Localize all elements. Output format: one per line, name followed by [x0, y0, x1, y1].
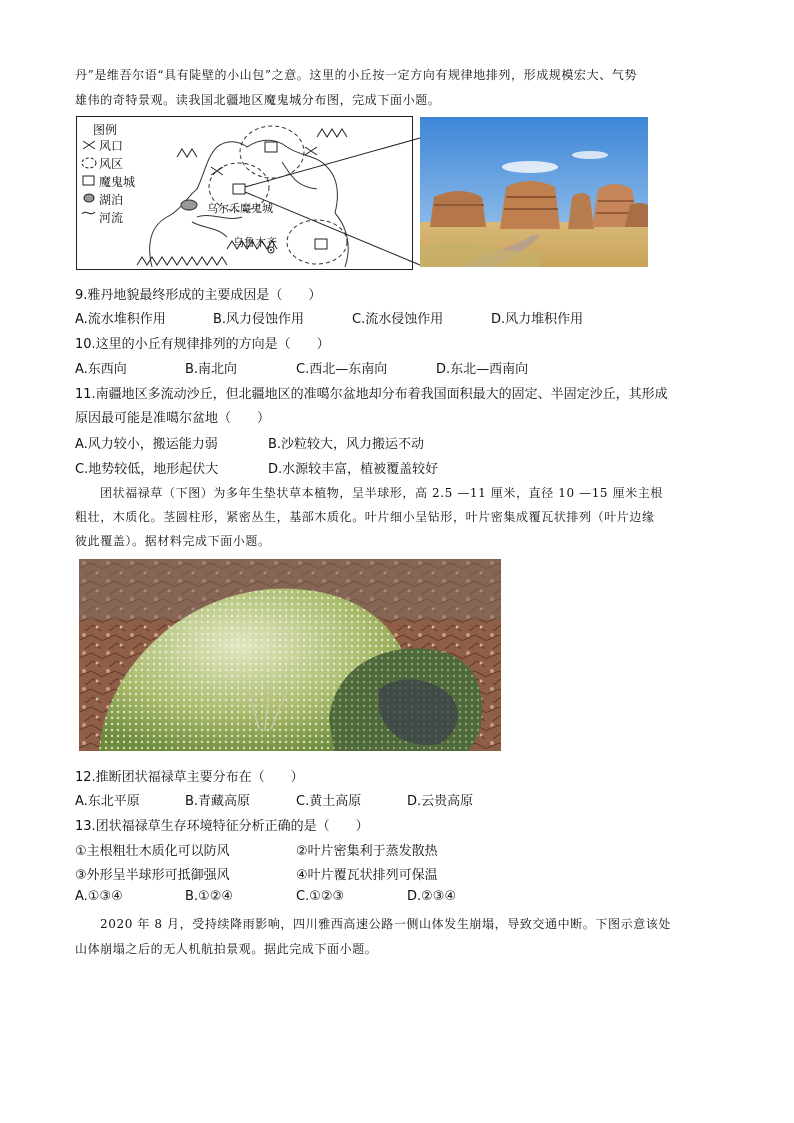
question-10-stem: 10.这里的小丘有规律排列的方向是（ ）	[75, 337, 330, 352]
question-11-stem-cont: 原因最可能是准噶尔盆地（ ）	[75, 411, 271, 426]
q11-option-a: A.风力较小，搬运能力弱	[75, 437, 218, 452]
intro-text-line: 彼此覆盖）。据材料完成下面小题。	[75, 534, 271, 548]
q10-option-b: B.南北向	[185, 362, 238, 377]
q9-option-b: B.风力侵蚀作用	[213, 312, 305, 327]
question-12-stem: 12.推断团状福禄草主要分布在（ ）	[75, 770, 304, 785]
q9-option-d: D.风力堆积作用	[491, 312, 584, 327]
q12-option-a: A.东北平原	[75, 794, 140, 809]
q9-option-a: A.流水堆积作用	[75, 312, 166, 327]
q13-statement-3: ③外形呈半球形可抵御强风	[75, 868, 230, 883]
legend-lake: 湖泊	[99, 193, 124, 207]
q13-option-a: A.①③④	[75, 889, 123, 904]
legend-river: 河流	[99, 211, 124, 225]
label-urumqi: 乌鲁木齐	[233, 236, 277, 249]
question-11-stem: 11.南疆地区多流动沙丘，但北疆地区的准噶尔盆地却分布着我国面积最大的固定、半固定沙丘，其形成	[75, 387, 668, 402]
q13-option-b: B.①②④	[185, 889, 234, 904]
q13-statement-1: ①主根粗壮木质化可以防风	[75, 844, 230, 859]
intro-text-line: 雄伟的奇特景观。读我国北疆地区魔鬼城分布图，完成下面小题。	[75, 93, 441, 107]
legend-wind-gap: 风口	[99, 139, 124, 153]
intro-text-line: 2020 年 8 月，受持续降雨影响，四川雅西高速公路一侧山体发生崩塌，导致交通中断。下图示意该处	[100, 917, 672, 931]
q12-option-c: C.黄土高原	[296, 794, 362, 809]
q11-option-d: D.水源较丰富，植被覆盖较好	[268, 462, 439, 477]
q13-statement-4: ④叶片覆瓦状排列可保温	[296, 868, 438, 883]
q13-option-c: C.①②③	[296, 889, 345, 904]
question-9-stem: 9.雅丹地貌最终形成的主要成因是（ ）	[75, 288, 322, 303]
q11-option-c: C.地势较低，地形起伏大	[75, 462, 219, 477]
q12-option-d: D.云贵高原	[407, 794, 474, 809]
legend-wind-zone: 风区	[99, 157, 124, 171]
intro-text-line: 丹”是维吾尔语“具有陡壁的小山包”之意。这里的小丘按一定方向有规律地排列，形成规模宏大、气势	[75, 68, 638, 82]
question-13-stem: 13.团状福禄草生存环境特征分析正确的是（ ）	[75, 819, 369, 834]
intro-text-line: 团状福禄草（下图）为多年生垫状草本植物，呈半球形，高 2.5 —11 厘米，直径 10 —15 厘米主根	[100, 486, 663, 500]
q11-option-b: B.沙粒较大，风力搬运不动	[268, 437, 425, 452]
q9-option-c: C.流水侵蚀作用	[352, 312, 444, 327]
intro-text-line: 山体崩塌之后的无人机航拍景观。据此完成下面小题。	[75, 942, 378, 956]
q10-option-d: D.东北—西南向	[436, 362, 529, 377]
q13-statement-2: ②叶片密集利于蒸发散热	[296, 844, 438, 859]
intro-text-line: 粗壮，木质化。茎圆柱形，紧密丛生，基部木质化。叶片细小呈钻形，叶片密集成覆瓦状排列（叶片边缘	[75, 510, 655, 524]
legend-title: 图例	[93, 123, 118, 137]
arenaria-cushion-plant-photo	[79, 559, 501, 751]
q12-option-b: B.青藏高原	[185, 794, 251, 809]
legend-demon-city: 魔鬼城	[99, 175, 136, 189]
connector-lines	[0, 0, 794, 300]
label-urho-demon-city: 乌尔禾魔鬼城	[207, 202, 273, 215]
yardang-landscape-photo	[420, 117, 648, 267]
q10-option-a: A.东西向	[75, 362, 127, 377]
q10-option-c: C.西北—东南向	[296, 362, 388, 377]
q13-option-d: D.②③④	[407, 889, 457, 904]
